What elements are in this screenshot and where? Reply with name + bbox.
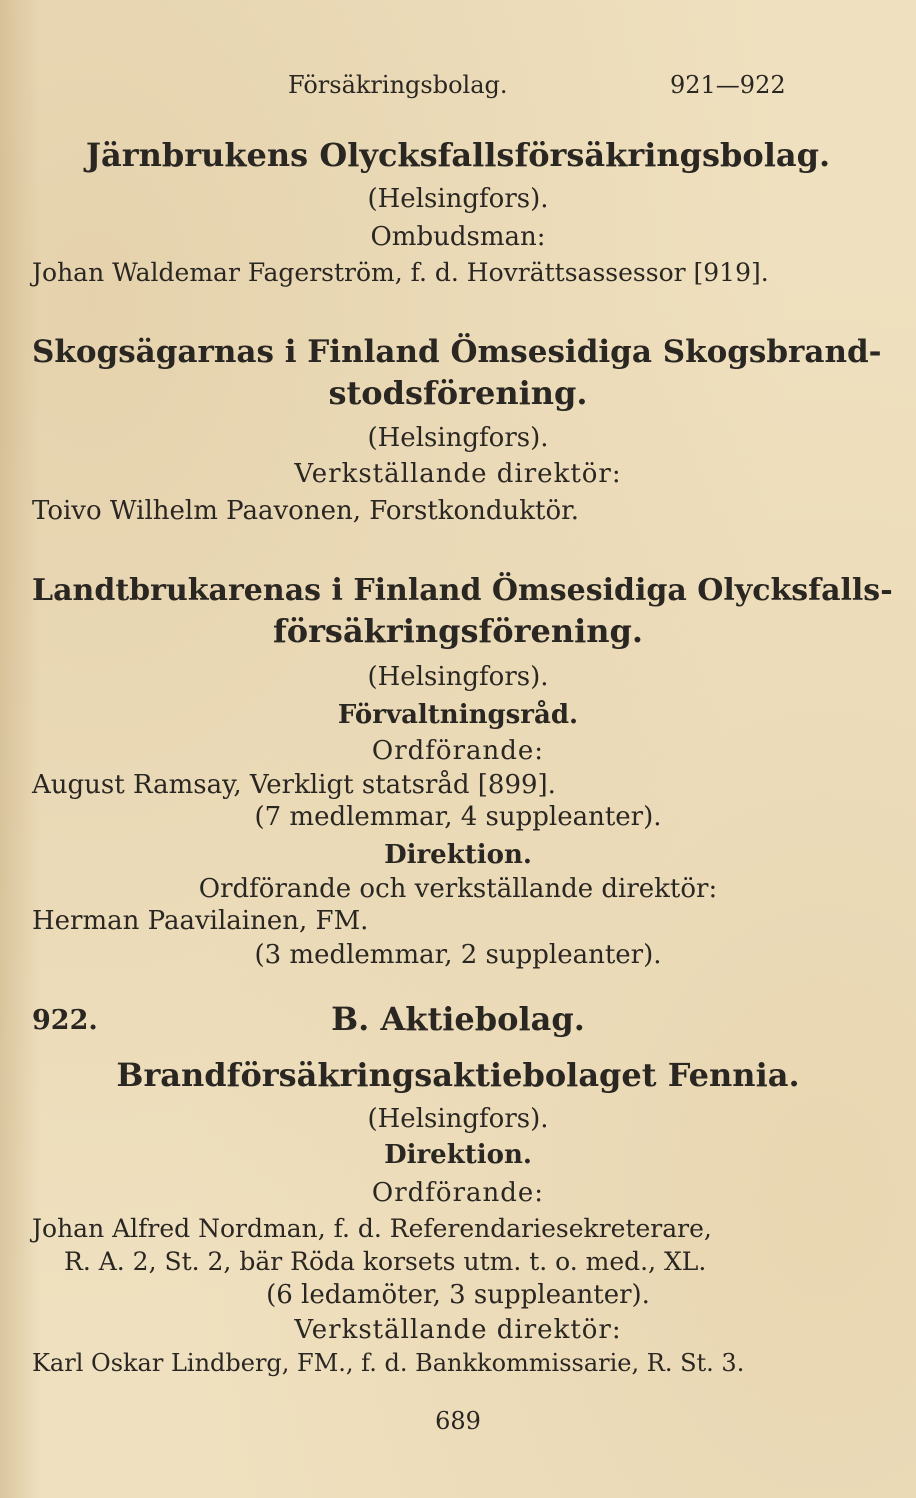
section-1-city: (Helsingfors). <box>367 184 549 214</box>
page-number: 689 <box>435 1407 481 1435</box>
running-header-title: Försäkringsbolag. <box>288 71 508 99</box>
section-4-ceo-role: Verkställande direktör: <box>294 1315 622 1345</box>
section-1-role: Ombudsman: <box>370 222 546 252</box>
section-3-direction-heading: Direktion. <box>384 840 532 870</box>
section-1-title: Järnbrukens Olycksfallsförsäkringsbolag. <box>85 136 831 174</box>
section-2-city: (Helsingfors). <box>367 423 549 453</box>
section-2-role: Verkställande direktör: <box>294 459 622 489</box>
section-2-person: Toivo Wilhelm Paavonen, Forstkonduktör. <box>32 496 579 526</box>
section-3-city: (Helsingfors). <box>367 662 549 692</box>
section-2-title-line2: stodsförening. <box>328 374 588 412</box>
running-header-page-range: 921—922 <box>670 71 786 99</box>
section-3-board-members: (7 medlemmar, 4 suppleanter). <box>254 802 662 832</box>
section-3-board-chair: August Ramsay, Verkligt statsråd [899]. <box>32 770 556 800</box>
section-3-title-line2: försäkringsförening. <box>272 612 644 650</box>
section-3-board-heading: Förvaltningsråd. <box>337 700 579 730</box>
section-1-person: Johan Waldemar Fagerström, f. d. Hovrättsassessor [919]. <box>32 258 769 287</box>
section-3-direction-members: (3 medlemmar, 2 suppleanter). <box>254 940 662 970</box>
section-4-chair-line1: Johan Alfred Nordman, f. d. Referendariesekreterare, <box>32 1214 712 1243</box>
section-4-members: (6 ledamöter, 3 suppleanter). <box>266 1280 650 1310</box>
section-4-direction-heading: Direktion. <box>384 1140 532 1170</box>
section-3-title-line1: Landtbrukarenas i Finland Ömsesidiga Olycksfalls- <box>32 573 893 608</box>
section-3-direction-person: Herman Paavilainen, FM. <box>32 906 369 936</box>
section-2-title-line1: Skogsägarnas i Finland Ömsesidiga Skogsbrand- <box>32 334 882 370</box>
section-3-board-chair-role: Ordförande: <box>371 736 545 766</box>
section-4-chair-role: Ordförande: <box>371 1178 545 1208</box>
section-4-ceo: Karl Oskar Lindberg, FM., f. d. Bankkommissarie, R. St. 3. <box>32 1349 745 1377</box>
section-4-number: 922. <box>32 1005 98 1036</box>
section-4-city: (Helsingfors). <box>367 1104 549 1134</box>
section-4-title: Brandförsäkringsaktiebolaget Fennia. <box>116 1056 800 1094</box>
section-4-category: B. Aktiebolag. <box>331 1000 585 1038</box>
section-3-direction-role: Ordförande och verkställande direktör: <box>198 874 718 904</box>
section-4-chair-line2: R. A. 2, St. 2, bär Röda korsets utm. t. o. med., XL. <box>64 1247 707 1276</box>
